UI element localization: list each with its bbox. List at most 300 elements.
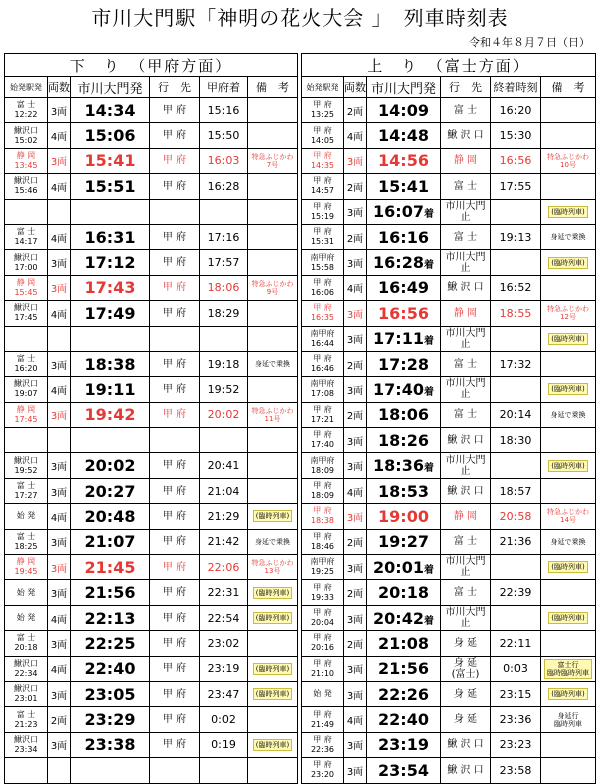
cars-cell: 3両 [344, 377, 367, 402]
remarks-cell [248, 631, 298, 656]
departure-cell: 15:51 [71, 174, 150, 199]
destination-cell: 甲 府 [150, 681, 200, 706]
arrival-cell: 22:39 [491, 580, 541, 605]
terminates-mark: 着 [423, 336, 434, 348]
special-train-badge: (臨時列車) [253, 612, 292, 624]
col-header-departure: 市川大門発 [367, 77, 441, 98]
destination-cell: 甲 府 [150, 351, 200, 376]
origin-cell: 甲 府 18:38 [302, 504, 344, 529]
origin-cell: 甲 府 14:05 [302, 123, 344, 148]
cars-cell: 3両 [48, 529, 71, 554]
destination-cell: 静 岡 [441, 301, 491, 326]
arrival-cell: 23:23 [491, 732, 541, 757]
remarks-cell [248, 98, 298, 123]
departure-cell: 22:40 [71, 656, 150, 681]
origin-cell: 甲 府 16:46 [302, 351, 344, 376]
table-row [302, 478, 596, 503]
arrival-cell [491, 453, 541, 478]
destination-cell: 鰍 沢 口 [441, 275, 491, 300]
destination-cell: 鰍 沢 口 [441, 478, 491, 503]
destination-cell: 市川大門 止 [441, 453, 491, 478]
arrival-cell [491, 377, 541, 402]
departure-cell: 23:29 [71, 707, 150, 732]
table-row [5, 199, 298, 224]
cars-cell: 3両 [344, 199, 367, 224]
col-header-destination: 行 先 [441, 77, 491, 98]
special-train-badge: (臨時列車) [253, 587, 292, 599]
arrival-cell: 18:55 [491, 301, 541, 326]
arrival-cell: 18:06 [200, 275, 248, 300]
cars-cell: 3両 [344, 326, 367, 351]
departure-cell: 17:49 [71, 301, 150, 326]
remarks-cell [248, 478, 298, 503]
remarks-cell [541, 377, 596, 402]
remarks-cell: 身延で乗換 [248, 529, 298, 554]
departure-cell: 23:38 [71, 732, 150, 757]
destination-cell: 甲 府 [150, 631, 200, 656]
remarks-cell [248, 580, 298, 605]
departure-cell: 21:08 [367, 631, 441, 656]
arrival-cell: 16:56 [491, 148, 541, 173]
departure-cell: 15:41 [71, 148, 150, 173]
col-header-remarks: 備 考 [248, 77, 298, 98]
cars-cell: 4両 [344, 275, 367, 300]
arrival-cell: 23:19 [200, 656, 248, 681]
remarks-cell [541, 631, 596, 656]
table-row [302, 377, 596, 402]
destination-cell: 甲 府 [150, 707, 200, 732]
origin-cell: 鰍沢口 19:52 [5, 453, 48, 478]
table-row [302, 351, 596, 376]
down-timetable [4, 53, 298, 784]
destination-cell: 富 士 [441, 224, 491, 249]
special-train-badge: (臨時列車) [548, 383, 587, 395]
cars-cell: 2両 [344, 174, 367, 199]
table-row [302, 98, 596, 123]
cars-cell: 4両 [48, 224, 71, 249]
origin-cell: 南甲府 15:58 [302, 250, 344, 275]
destination-cell: 市川大門 止 [441, 377, 491, 402]
remarks-cell [248, 326, 298, 351]
down-rows [5, 98, 298, 784]
table-row [302, 123, 596, 148]
destination-cell: 甲 府 [150, 148, 200, 173]
cars-cell: 3両 [344, 504, 367, 529]
table-row [5, 377, 298, 402]
destination-cell: 鰍 沢 口 [441, 758, 491, 783]
origin-cell: 甲 府 14:35 [302, 148, 344, 173]
departure-cell: 23:54 [367, 758, 441, 783]
cars-cell: 4両 [48, 174, 71, 199]
cars-cell: 3両 [48, 478, 71, 503]
cars-cell: 3両 [344, 605, 367, 630]
arrival-cell: 22:31 [200, 580, 248, 605]
arrival-cell: 16:52 [491, 275, 541, 300]
arrival-cell: 23:02 [200, 631, 248, 656]
table-row [5, 275, 298, 300]
departure-cell: 17:11着 [367, 326, 441, 351]
origin-cell: 富 士 18:25 [5, 529, 48, 554]
destination-cell: 甲 府 [150, 555, 200, 580]
origin-cell: 鰍沢口 15:02 [5, 123, 48, 148]
destination-cell: 甲 府 [150, 605, 200, 630]
cars-cell: 3両 [344, 250, 367, 275]
destination-cell: 富 士 [441, 529, 491, 554]
origin-cell: 鰍沢口 17:00 [5, 250, 48, 275]
table-row [5, 224, 298, 249]
departure-cell: 15:06 [71, 123, 150, 148]
origin-cell: 静 岡 19:45 [5, 555, 48, 580]
departure-cell: 14:34 [71, 98, 150, 123]
departure-cell: 18:06 [367, 402, 441, 427]
col-header-cars: 両数 [48, 77, 71, 98]
special-train-badge: (臨時列車) [548, 561, 587, 573]
remarks-cell [248, 250, 298, 275]
departure-cell: 23:19 [367, 732, 441, 757]
arrival-cell: 22:06 [200, 555, 248, 580]
destination-cell: 市川大門 止 [441, 199, 491, 224]
destination-cell: 甲 府 [150, 529, 200, 554]
table-row [5, 250, 298, 275]
remarks-cell [541, 275, 596, 300]
col-header-origin: 始発駅発 [302, 77, 344, 98]
arrival-cell: 18:29 [200, 301, 248, 326]
destination-cell: 静 岡 [441, 148, 491, 173]
cars-cell: 3両 [344, 681, 367, 706]
origin-cell: 静 岡 15:45 [5, 275, 48, 300]
departure-cell: 22:40 [367, 707, 441, 732]
origin-cell: 鰍沢口 15:46 [5, 174, 48, 199]
origin-cell: 甲 府 20:04 [302, 605, 344, 630]
cars-cell: 3両 [48, 453, 71, 478]
departure-cell: 20:48 [71, 504, 150, 529]
cars-cell: 4両 [48, 605, 71, 630]
departure-cell: 20:02 [71, 453, 150, 478]
destination-cell: 市川大門 止 [441, 326, 491, 351]
departure-cell: 23:05 [71, 681, 150, 706]
remarks-cell: 特急ふじかわ 12号 [541, 301, 596, 326]
departure-cell: 20:27 [71, 478, 150, 503]
destination-cell: 甲 府 [150, 478, 200, 503]
table-row [302, 326, 596, 351]
arrival-cell: 20:41 [200, 453, 248, 478]
arrival-cell: 16:03 [200, 148, 248, 173]
cars-cell [48, 758, 71, 783]
cars-cell: 3両 [344, 555, 367, 580]
remarks-cell [248, 377, 298, 402]
arrival-cell: 21:29 [200, 504, 248, 529]
cars-cell: 3両 [48, 98, 71, 123]
terminates-mark: 着 [423, 463, 434, 475]
origin-cell: 甲 府 14:57 [302, 174, 344, 199]
origin-cell: 鰍沢口 19:07 [5, 377, 48, 402]
table-row [302, 631, 596, 656]
destination-cell: 富 士 [441, 351, 491, 376]
remarks-cell [541, 326, 596, 351]
cars-cell: 3両 [48, 732, 71, 757]
cars-cell: 2両 [344, 351, 367, 376]
remarks-cell [541, 478, 596, 503]
departure-cell: 14:56 [367, 148, 441, 173]
destination-cell: 甲 府 [150, 656, 200, 681]
up-direction-header: 上 り （富士方面） [302, 54, 596, 77]
remarks-cell [541, 174, 596, 199]
remarks-cell [248, 504, 298, 529]
table-row [302, 656, 596, 681]
origin-cell: 甲 府 19:33 [302, 580, 344, 605]
destination-cell: 身 延 (富士) [441, 656, 491, 681]
origin-cell: 南甲府 19:25 [302, 555, 344, 580]
table-row [5, 123, 298, 148]
terminates-mark: 着 [423, 564, 434, 576]
departure-cell: 21:56 [71, 580, 150, 605]
departure-cell: 21:07 [71, 529, 150, 554]
arrival-cell: 20:14 [491, 402, 541, 427]
destination-cell [150, 199, 200, 224]
arrival-cell [491, 250, 541, 275]
cars-cell: 3両 [48, 681, 71, 706]
arrival-cell [200, 326, 248, 351]
table-row [5, 428, 298, 453]
remarks-cell [248, 428, 298, 453]
remarks-cell: 身延で乗換 [248, 351, 298, 376]
departure-cell: 16:49 [367, 275, 441, 300]
cars-cell: 3両 [344, 732, 367, 757]
origin-cell: 甲 府 16:06 [302, 275, 344, 300]
remarks-cell [541, 605, 596, 630]
remarks-cell: 特急ふじかわ 13号 [248, 555, 298, 580]
departure-cell: 17:12 [71, 250, 150, 275]
cars-cell: 3両 [48, 402, 71, 427]
origin-cell: 南甲府 16:44 [302, 326, 344, 351]
table-row [5, 631, 298, 656]
arrival-cell [491, 199, 541, 224]
remarks-cell [248, 224, 298, 249]
cars-cell [48, 199, 71, 224]
origin-cell [5, 428, 48, 453]
origin-cell: 静 岡 17:45 [5, 402, 48, 427]
terminates-mark: 着 [423, 209, 434, 221]
cars-cell: 4両 [48, 377, 71, 402]
destination-cell: 甲 府 [150, 174, 200, 199]
origin-cell: 静 岡 13:45 [5, 148, 48, 173]
arrival-cell [491, 555, 541, 580]
origin-cell: 鰍沢口 23:01 [5, 681, 48, 706]
cars-cell: 2両 [344, 631, 367, 656]
table-row [302, 275, 596, 300]
origin-cell: 鰍沢口 23:34 [5, 732, 48, 757]
remarks-cell [541, 732, 596, 757]
remarks-cell [541, 656, 596, 681]
table-row [5, 148, 298, 173]
table-row [302, 250, 596, 275]
cars-cell: 3両 [344, 301, 367, 326]
destination-cell: 富 士 [441, 402, 491, 427]
destination-cell: 甲 府 [150, 98, 200, 123]
terminates-mark: 着 [423, 615, 434, 627]
cars-cell: 3両 [48, 631, 71, 656]
event-date: 令和４年８月７日（日） [469, 36, 590, 49]
arrival-cell: 20:58 [491, 504, 541, 529]
departure-cell: 15:41 [367, 174, 441, 199]
origin-cell: 甲 府 15:31 [302, 224, 344, 249]
remarks-cell: 身延で乗換 [541, 402, 596, 427]
cars-cell: 3両 [344, 656, 367, 681]
destination-cell: 鰍 沢 口 [441, 428, 491, 453]
departure-cell: 16:07着 [367, 199, 441, 224]
origin-cell: 始 発 [5, 504, 48, 529]
remarks-cell [541, 681, 596, 706]
cars-cell: 4両 [48, 656, 71, 681]
departure-cell [71, 758, 150, 783]
special-train-badge: (臨時列車) [253, 688, 292, 700]
origin-cell: 甲 府 18:46 [302, 529, 344, 554]
destination-cell [150, 326, 200, 351]
destination-cell: 鰍 沢 口 [441, 732, 491, 757]
destination-cell: 甲 府 [150, 453, 200, 478]
cars-cell: 4両 [344, 478, 367, 503]
origin-cell: 甲 府 21:49 [302, 707, 344, 732]
table-row [302, 224, 596, 249]
arrival-cell: 21:36 [491, 529, 541, 554]
departure-cell: 18:26 [367, 428, 441, 453]
arrival-cell [491, 605, 541, 630]
cars-cell: 2両 [344, 402, 367, 427]
remarks-cell [248, 732, 298, 757]
destination-cell: 甲 府 [150, 250, 200, 275]
destination-cell [150, 758, 200, 783]
down-direction-header: 下 り （甲府方面） [5, 54, 298, 77]
table-row [302, 174, 596, 199]
table-row [5, 681, 298, 706]
arrival-cell: 22:54 [200, 605, 248, 630]
destination-cell: 市川大門 止 [441, 605, 491, 630]
cars-cell: 2両 [344, 224, 367, 249]
origin-cell: 甲 府 21:10 [302, 656, 344, 681]
col-header-arrival: 甲府着 [200, 77, 248, 98]
cars-cell: 3両 [48, 580, 71, 605]
remarks-cell [541, 250, 596, 275]
cars-cell: 4両 [48, 123, 71, 148]
cars-cell: 4両 [344, 707, 367, 732]
origin-cell: 始 発 [5, 580, 48, 605]
departure-cell: 18:53 [367, 478, 441, 503]
remarks-cell [541, 580, 596, 605]
destination-cell: 市川大門 止 [441, 555, 491, 580]
cars-cell: 4両 [344, 123, 367, 148]
cars-cell: 4両 [48, 504, 71, 529]
arrival-cell: 23:36 [491, 707, 541, 732]
arrival-cell: 18:30 [491, 428, 541, 453]
departure-cell: 16:28着 [367, 250, 441, 275]
origin-cell: 始 発 [5, 605, 48, 630]
departure-cell: 14:09 [367, 98, 441, 123]
table-row [5, 605, 298, 630]
remarks-cell [541, 351, 596, 376]
col-header-destination: 行 先 [150, 77, 200, 98]
cars-cell [48, 428, 71, 453]
origin-cell: 甲 府 15:19 [302, 199, 344, 224]
cars-cell: 3両 [344, 428, 367, 453]
table-row [302, 199, 596, 224]
arrival-cell: 0:19 [200, 732, 248, 757]
remarks-cell [248, 758, 298, 783]
table-row [5, 707, 298, 732]
remarks-cell: 身延で乗換 [541, 224, 596, 249]
departure-cell: 21:56 [367, 656, 441, 681]
origin-cell [5, 326, 48, 351]
departure-cell: 19:00 [367, 504, 441, 529]
arrival-cell [200, 428, 248, 453]
remarks-cell [541, 555, 596, 580]
col-header-remarks: 備 考 [541, 77, 596, 98]
table-row [5, 504, 298, 529]
arrival-cell: 23:47 [200, 681, 248, 706]
destination-cell: 甲 府 [150, 377, 200, 402]
table-row [302, 707, 596, 732]
destination-cell: 甲 府 [150, 580, 200, 605]
destination-cell: 甲 府 [150, 732, 200, 757]
special-train-badge: (臨時列車) [548, 612, 587, 624]
destination-cell: 甲 府 [150, 402, 200, 427]
remarks-cell [248, 707, 298, 732]
remarks-cell: 身延行 臨時列車 [541, 707, 596, 732]
table-row [302, 428, 596, 453]
arrival-cell: 19:52 [200, 377, 248, 402]
departure-cell: 17:28 [367, 351, 441, 376]
remarks-cell: 特急ふじかわ 7号 [248, 148, 298, 173]
special-train-badge: (臨時列車) [548, 460, 587, 472]
origin-cell: 甲 府 22:36 [302, 732, 344, 757]
table-row [302, 301, 596, 326]
arrival-cell: 17:16 [200, 224, 248, 249]
table-row [302, 758, 596, 783]
cars-cell: 3両 [48, 275, 71, 300]
col-header-departure: 市川大門発 [71, 77, 150, 98]
departure-cell [71, 199, 150, 224]
table-row [5, 478, 298, 503]
special-train-badge: (臨時列車) [548, 688, 587, 700]
special-train-badge: (臨時列車) [548, 333, 587, 345]
departure-cell: 21:45 [71, 555, 150, 580]
arrival-cell [200, 199, 248, 224]
remarks-cell [541, 98, 596, 123]
table-row [302, 580, 596, 605]
table-row [302, 453, 596, 478]
remarks-cell [541, 199, 596, 224]
departure-cell: 22:13 [71, 605, 150, 630]
arrival-cell: 15:50 [200, 123, 248, 148]
special-train-badge: (臨時列車) [253, 739, 292, 751]
special-train-badge: 富士行 臨時臨時列車 [544, 659, 592, 679]
origin-cell: 富 士 17:27 [5, 478, 48, 503]
remarks-cell [248, 453, 298, 478]
arrival-cell: 16:20 [491, 98, 541, 123]
remarks-cell: 特急ふじかわ 14号 [541, 504, 596, 529]
cars-cell: 3両 [48, 148, 71, 173]
departure-cell: 18:38 [71, 351, 150, 376]
departure-cell: 20:18 [367, 580, 441, 605]
departure-cell: 16:56 [367, 301, 441, 326]
destination-cell: 静 岡 [441, 504, 491, 529]
departure-cell: 22:25 [71, 631, 150, 656]
origin-cell: 鰍沢口 17:45 [5, 301, 48, 326]
departure-cell: 20:01着 [367, 555, 441, 580]
origin-cell: 南甲府 17:08 [302, 377, 344, 402]
remarks-cell [248, 199, 298, 224]
origin-cell [5, 199, 48, 224]
origin-cell [5, 758, 48, 783]
